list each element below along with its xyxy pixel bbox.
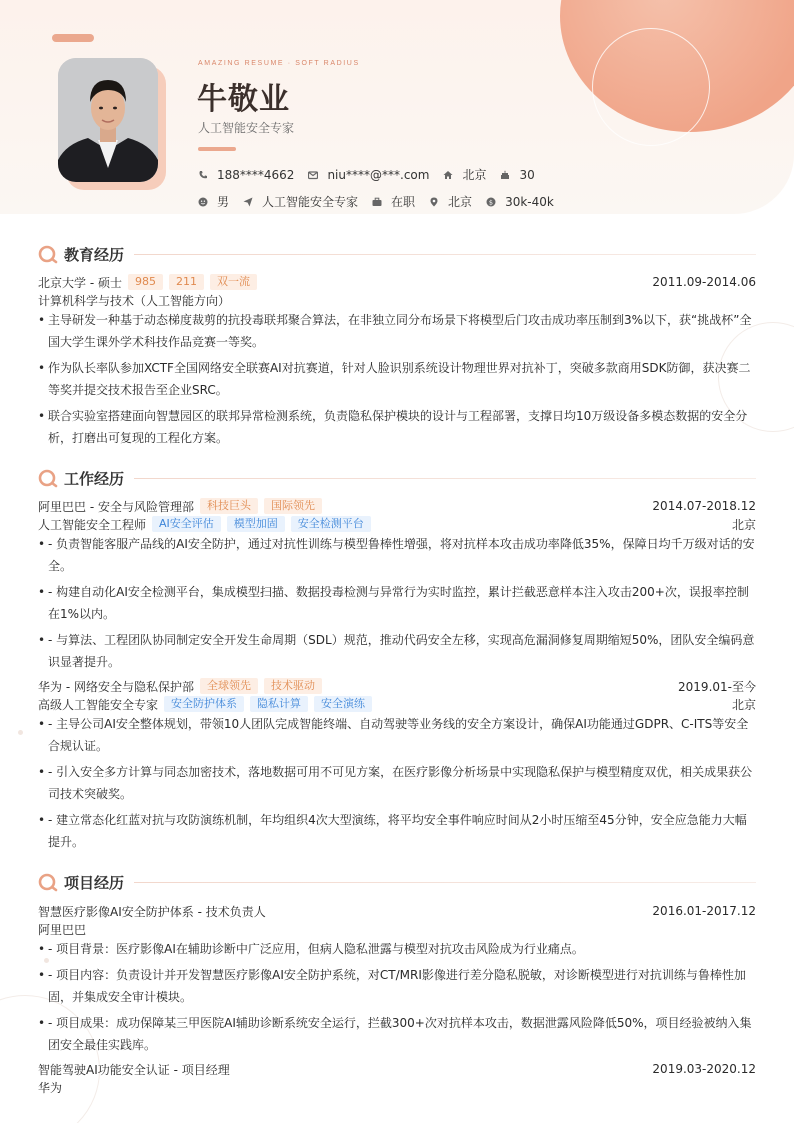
- decor-dot: [18, 730, 23, 735]
- section-projects: [38, 872, 756, 892]
- company-name: 阿里巴巴 - 安全与风险管理部: [38, 499, 194, 514]
- work-bullet: • - 主导公司AI安全整体规划，带领10人团队完成智能终端、自动驾驶等业务线的安全方案设计，确保AI功能通过GDPR、C-ITS等安全合规认证。: [38, 713, 756, 757]
- location-pin-icon: [429, 197, 439, 207]
- phone-text: 188****4662: [217, 167, 295, 182]
- avatar: [58, 58, 158, 182]
- header-decor-pill: [52, 34, 94, 42]
- job-role: 高级人工智能安全专家: [38, 697, 159, 712]
- location-text: 北京: [462, 168, 487, 182]
- school-name: 北京大学 - 硕士: [38, 275, 122, 290]
- education-major-line: [38, 291, 756, 309]
- work-bullet: • - 与算法、工程团队协同制定安全开发生命周期（SDL）规范，推动代码安全左移，实现高危漏洞修复周期缩短50%，团队安全编码意识显著提升。: [38, 629, 756, 673]
- education-date: 2011.09-2014.06: [652, 275, 756, 289]
- work-date: 2019.01-至今: [678, 679, 756, 694]
- intent-text: 人工智能安全专家: [262, 195, 359, 209]
- section-title: 教育经历: [64, 245, 125, 264]
- gender-item: [198, 193, 229, 210]
- candidate-name: 牛敬业: [197, 82, 290, 117]
- section-magnifier-icon: [38, 468, 58, 488]
- work-header: [38, 497, 756, 515]
- city-item: [429, 193, 472, 210]
- project-name: 智慧医疗影像AI安全防护体系 - 技术负责人: [38, 904, 266, 919]
- project-header: [38, 1060, 756, 1078]
- briefcase-icon: [372, 197, 382, 207]
- project-bullet: • - 项目内容：负责设计并开发智慧医疗影像AI安全防护系统，对CT/MRI影像进行差分隐私脱敏，对诊断模型进行对抗训练与鲁棒性加固，并集成安全审计模块。: [38, 964, 756, 1008]
- phone-item: [198, 168, 294, 182]
- home-icon: [443, 170, 453, 180]
- project-name: 智能驾驶AI功能安全认证 - 项目经理: [38, 1062, 230, 1077]
- company-tag: 技术驱动: [264, 678, 322, 694]
- work-date: 2014.07-2018.12: [652, 499, 756, 513]
- section-work: [38, 468, 756, 488]
- section-education: [38, 244, 756, 264]
- candidate-title: 人工智能安全专家: [198, 121, 295, 135]
- project-org: 阿里巴巴: [38, 922, 87, 937]
- status-text: 在职: [391, 195, 416, 209]
- school-tag: 双一流: [210, 274, 257, 290]
- skill-tag: 模型加固: [227, 516, 285, 532]
- project-date: 2016.01-2017.12: [652, 904, 756, 918]
- education-bullet: • 联合实验室搭建面向智慧园区的联邦异常检测系统，负责隐私保护模块的设计与工程部署，支撑日均10万级设备多模态数据的安全分析，打磨出可复现的工程化方案。: [38, 405, 756, 449]
- send-icon: [243, 197, 253, 207]
- school-tag: 985: [128, 274, 163, 290]
- resume-tagline: AMAZING RESUME · SOFT RADIUS: [198, 60, 360, 67]
- section-divider: [134, 254, 756, 255]
- company-tag: 国际领先: [264, 498, 322, 514]
- age-item: [500, 168, 534, 182]
- major: 计算机科学与技术（人工智能方向）: [38, 293, 231, 308]
- company-tag: 科技巨头: [200, 498, 258, 514]
- work-role-line: [38, 695, 756, 713]
- section-divider: [134, 478, 756, 479]
- project-org-line: [38, 1078, 756, 1096]
- company-tag: 全球领先: [200, 678, 258, 694]
- skill-tag: AI安全评估: [152, 516, 221, 532]
- section-magnifier-icon: [38, 872, 58, 892]
- education-bullet: • 作为队长率队参加XCTF全国网络安全联赛AI对抗赛道，针对人脸识别系统设计物理世界对抗补丁，突破多款商用SDK防御，获决赛二等奖并提交技术报告至企业SRC。: [38, 357, 756, 401]
- skill-tag: 隐私计算: [250, 696, 308, 712]
- project-header: [38, 902, 756, 920]
- section-magnifier-icon: [38, 244, 58, 264]
- job-role: 人工智能安全工程师: [38, 517, 147, 532]
- education-header: [38, 273, 756, 291]
- project-bullet: • - 项目背景：医疗影像AI在辅助诊断中广泛应用，但病人隐私泄露与模型对抗攻击风险成为行业痛点。: [38, 938, 756, 960]
- work-bullet: • - 引入安全多方计算与同态加密技术，落地数据可用不可见方案，在医疗影像分析场景中实现隐私保护与模型精度双优，相关成果获公司技术突破奖。: [38, 761, 756, 805]
- skill-tag: 安全检测平台: [291, 516, 371, 532]
- intent-item: [243, 193, 358, 210]
- section-title: 项目经历: [64, 873, 125, 892]
- cake-icon: [500, 170, 510, 180]
- mail-icon: [308, 170, 318, 180]
- work-role-line: [38, 515, 756, 533]
- education-bullet: • 主导研发一种基于动态梯度裁剪的抗投毒联邦聚合算法，在非独立同分布场景下将模型后门攻击成功率压制到3%以下，获“挑战杯”全国大学生课外学术科技作品竞赛一等奖。: [38, 309, 756, 353]
- money-icon: [486, 197, 496, 207]
- project-org: 华为: [38, 1080, 63, 1095]
- work-header: [38, 677, 756, 695]
- user-icon: [198, 197, 208, 207]
- section-title: 工作经历: [64, 469, 125, 488]
- work-bullet: • - 负责智能客服产品线的AI安全防护，通过对抗性训练与模型鲁棒性增强，将对抗样本攻击成功率降低35%，保障日均千万级对话的安全。: [38, 533, 756, 577]
- skill-tag: 安全演练: [314, 696, 372, 712]
- project-date: 2019.03-2020.12: [652, 1062, 756, 1076]
- svg-text:$: $: [488, 198, 494, 206]
- section-divider: [134, 882, 756, 883]
- status-item: [372, 193, 415, 210]
- salary-text: 30k-40k: [505, 194, 554, 209]
- salary-item: [486, 195, 554, 209]
- profile-row: [198, 193, 568, 210]
- age-text: 30: [519, 167, 535, 182]
- work-bullet: • - 建立常态化红蓝对抗与攻防演练机制，年均组织4次大型演练，将平均安全事件响应时间从2小时压缩至45分钟，安全应急能力大幅提升。: [38, 809, 756, 853]
- project-bullet: • - 项目成果：成功保障某三甲医院AI辅助诊断系统安全运行，拦截300+次对抗样本攻击，数据泄露风险降低50%，项目经验被纳入集团安全最佳实践库。: [38, 1012, 756, 1056]
- contact-row: [198, 166, 549, 183]
- gender-text: 男: [217, 195, 230, 209]
- work-bullet: • - 构建自动化AI安全检测平台，集成模型扫描、数据投毒检测与异常行为实时监控，累计拦截恶意样本注入攻击200+次，误报率控制在1%以内。: [38, 581, 756, 625]
- work-city: 北京: [731, 517, 756, 532]
- email-text: niu****@***.com: [327, 167, 430, 182]
- school-tag: 211: [169, 274, 204, 290]
- company-name: 华为 - 网络安全与隐私保护部: [38, 679, 194, 694]
- phone-icon: [198, 170, 208, 180]
- skill-tag: 安全防护体系: [164, 696, 244, 712]
- location-item: [443, 166, 486, 183]
- header-decor-ring: [592, 28, 710, 146]
- email-item: [308, 168, 429, 182]
- work-city: 北京: [731, 697, 756, 712]
- project-org-line: [38, 920, 756, 938]
- city-text: 北京: [448, 195, 473, 209]
- title-underline: [198, 147, 236, 151]
